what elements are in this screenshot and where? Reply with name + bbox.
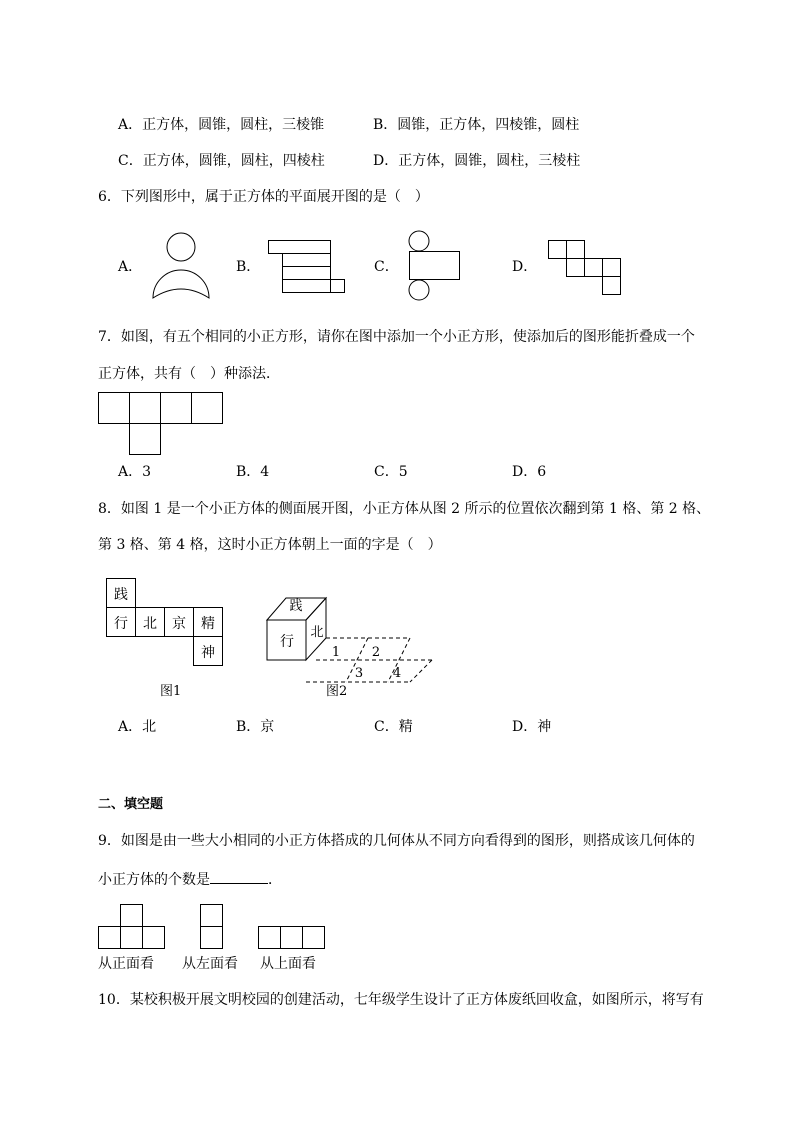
q6-figure-c [406, 230, 460, 302]
net-char-4: 京 [172, 616, 186, 632]
q9-stem-end: ． [268, 872, 282, 888]
q7-option-d: D．6 [512, 464, 547, 480]
q9-stem-line2 [98, 869, 282, 889]
net-char-6: 神 [201, 645, 215, 661]
q5-option-a: A．正方体，圆锥，圆柱，三棱锥 [118, 117, 325, 133]
q9-front-view [98, 904, 166, 950]
net-char-2: 行 [114, 616, 128, 632]
cell-number-4: 4 [392, 666, 402, 681]
q9-view-front-label: 从正面看 [98, 956, 154, 972]
cube-side-char: 北 [310, 625, 324, 640]
cube-top-char: 践 [289, 599, 303, 614]
q6-figure-b [268, 240, 346, 294]
q6-figure-d [548, 240, 622, 296]
cell-number-3: 3 [354, 666, 364, 681]
q7-option-c: C．5 [374, 464, 408, 480]
q8-stem-line1: 8．如图 1 是一个小正方体的侧面展开图，小正方体从图 2 所示的位置依次翻到第 1 格、第 2 格、 [98, 501, 711, 517]
q6-label-a: A． [118, 259, 143, 275]
q5-option-b: B．圆锥，正方体，四棱锥，圆柱 [373, 117, 580, 133]
q9-left-view [200, 904, 224, 950]
answer-blank[interactable] [210, 869, 268, 884]
cell-number-2: 2 [371, 645, 381, 660]
q7-option-b: B．4 [236, 464, 270, 480]
net-char-3: 北 [143, 616, 157, 632]
q9-view-top-label: 从上面看 [260, 956, 316, 972]
q7-stem-line2: 正方体，共有（ ）种添法． [98, 366, 280, 382]
q6-label-d: D． [512, 259, 538, 275]
q8-option-c: C．精 [374, 719, 413, 735]
q5-option-d: D．正方体，圆锥，圆柱，三棱柱 [373, 153, 581, 169]
q8-fig2-caption: 图2 [326, 684, 348, 699]
q8-figure2-cube [264, 594, 444, 684]
cell-number-1: 1 [331, 645, 341, 660]
q9-stem-line1: 9．如图是由一些大小相同的小正方体搭成的几何体从不同方向看得到的图形，则搭成该几何体的 [98, 833, 695, 849]
q6-stem: 6．下列图形中，属于正方体的平面展开图的是（ ） [98, 189, 429, 205]
q8-option-d: D．神 [512, 719, 552, 735]
q6-figure-a [150, 232, 212, 302]
q6-label-c: C． [374, 259, 399, 275]
q8-stem-line2: 第 3 格、第 4 格，这时小正方体朝上一面的字是（ ） [98, 537, 442, 553]
cube-front-char: 行 [280, 634, 294, 650]
q7-figure [98, 392, 224, 456]
net-char-1: 践 [114, 587, 128, 603]
q10-stem-line1: 10．某校积极开展文明校园的创建活动，七年级学生设计了正方体废纸回收盒，如图所示，将写有 [98, 992, 704, 1008]
section-title: 二、填空题 [98, 797, 164, 812]
q5-option-c: C．正方体，圆锥，圆柱，四棱柱 [118, 153, 325, 169]
q9-top-view [258, 926, 326, 950]
q8-figure1-net [106, 578, 226, 670]
q9-view-left-label: 从左面看 [182, 956, 238, 972]
q8-option-a: A．北 [118, 719, 157, 735]
q7-option-a: A．3 [118, 464, 152, 480]
q7-stem-line1: 7．如图，有五个相同的小正方形，请你在图中添加一个小正方形，使添加后的图形能折叠成一个 [98, 329, 695, 345]
q8-fig1-caption: 图1 [160, 684, 182, 699]
q9-stem-text: 小正方体的个数是 [98, 872, 210, 888]
q8-option-b: B．京 [236, 719, 275, 735]
net-char-5: 精 [201, 616, 215, 632]
q6-label-b: B． [236, 259, 261, 275]
